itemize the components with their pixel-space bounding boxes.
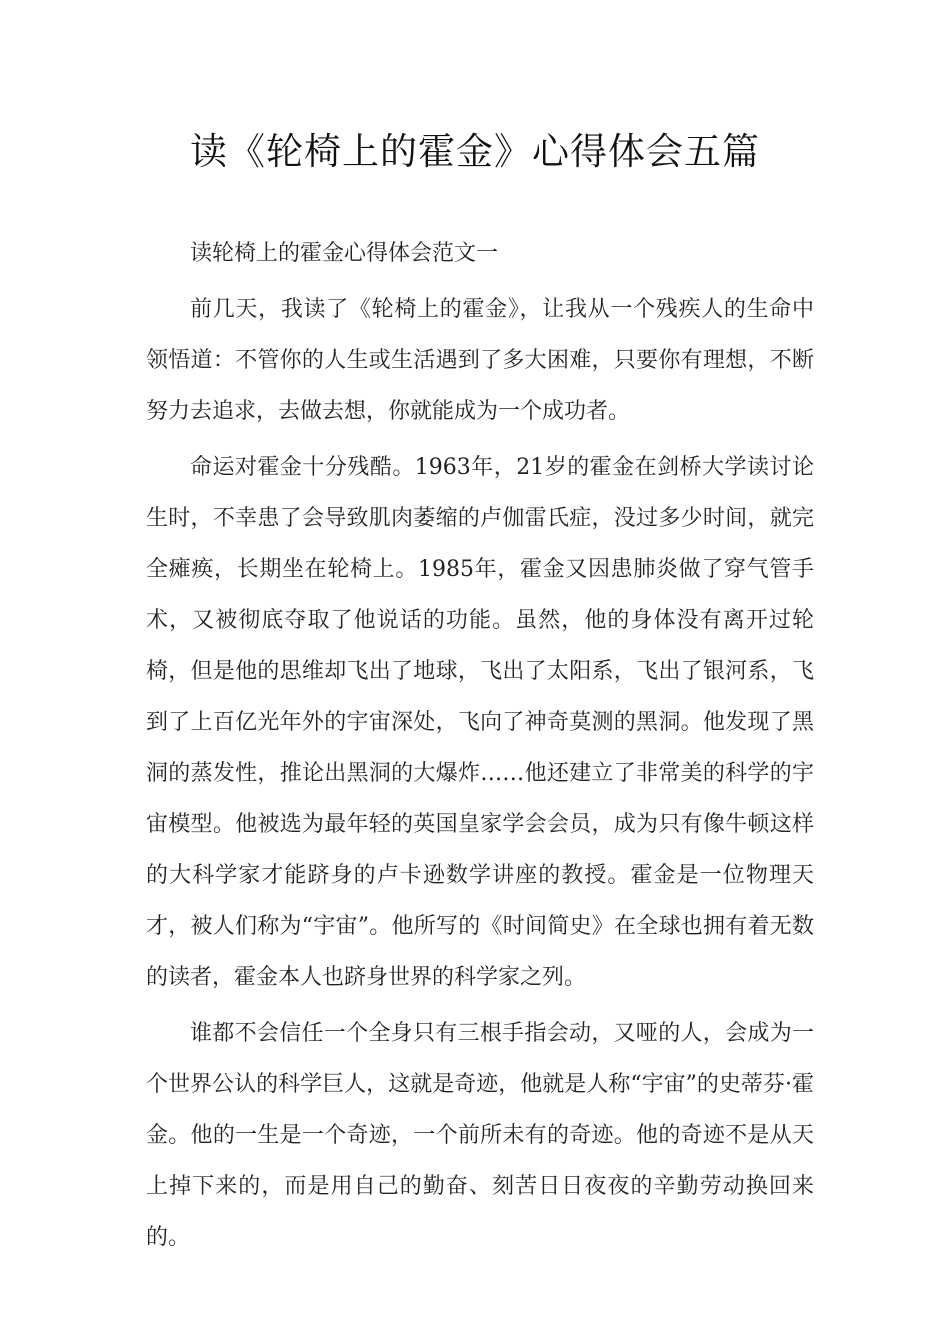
section-subtitle: 读轮椅上的霍金心得体会范文一 bbox=[190, 241, 499, 266]
paragraph-2: 命运对霍金十分残酷。1963年，21岁的霍金在剑桥大学读讨论生时，不幸患了会导致肌肉萎缩的卢伽雷氏症，没过多少时间，就完全瘫痪，长期坐在轮椅上。1985年，霍金又因患肺炎做了穿气管手术，又被彻底夺取了他说话的功能。虽然，他的身体没有离开过轮椅，但是他的思维却飞出了地球，飞出了太阳系，飞出了银河系，飞到了上百亿光年外的宇宙深处，飞向了神奇莫测的黑洞。他发现了黑洞的蒸发性，推论出黑洞的大爆炸……他还建立了非常美的科学的宇宙模型。他被选为最年轻的英国皇家学会会员，成为只有像牛顿这样的大科学家才能跻身的卢卡逊数学讲座的教授。霍金是一位物理天才，被人们称为“宇宙”。他所写的《时间简史》在全球也拥有着无数的读者，霍金本人也跻身世界的科学家之列。 bbox=[146, 455, 814, 990]
paragraph-1: 前几天，我读了《轮椅上的霍金》，让我从一个残疾人的生命中领悟道：不管你的人生或生活遇到了多大困难，只要你有理想，不断努力去追求，去做去想，你就能成为一个成功者。 bbox=[146, 297, 814, 424]
document-title: 读《轮椅上的霍金》心得体会五篇 bbox=[190, 130, 760, 173]
paragraph-3: 谁都不会信任一个全身只有三根手指会动，又哑的人，会成为一个世界公认的科学巨人，这就是奇迹，他就是人称“宇宙”的史蒂芬·霍金。他的一生是一个奇迹，一个前所未有的奇迹。他的奇迹不是从天上掉下来的，而是用自己的勤奋、刻苦日日夜夜的辛勤劳动换回来的。 bbox=[146, 1021, 814, 1250]
document-body bbox=[146, 228, 814, 1268]
